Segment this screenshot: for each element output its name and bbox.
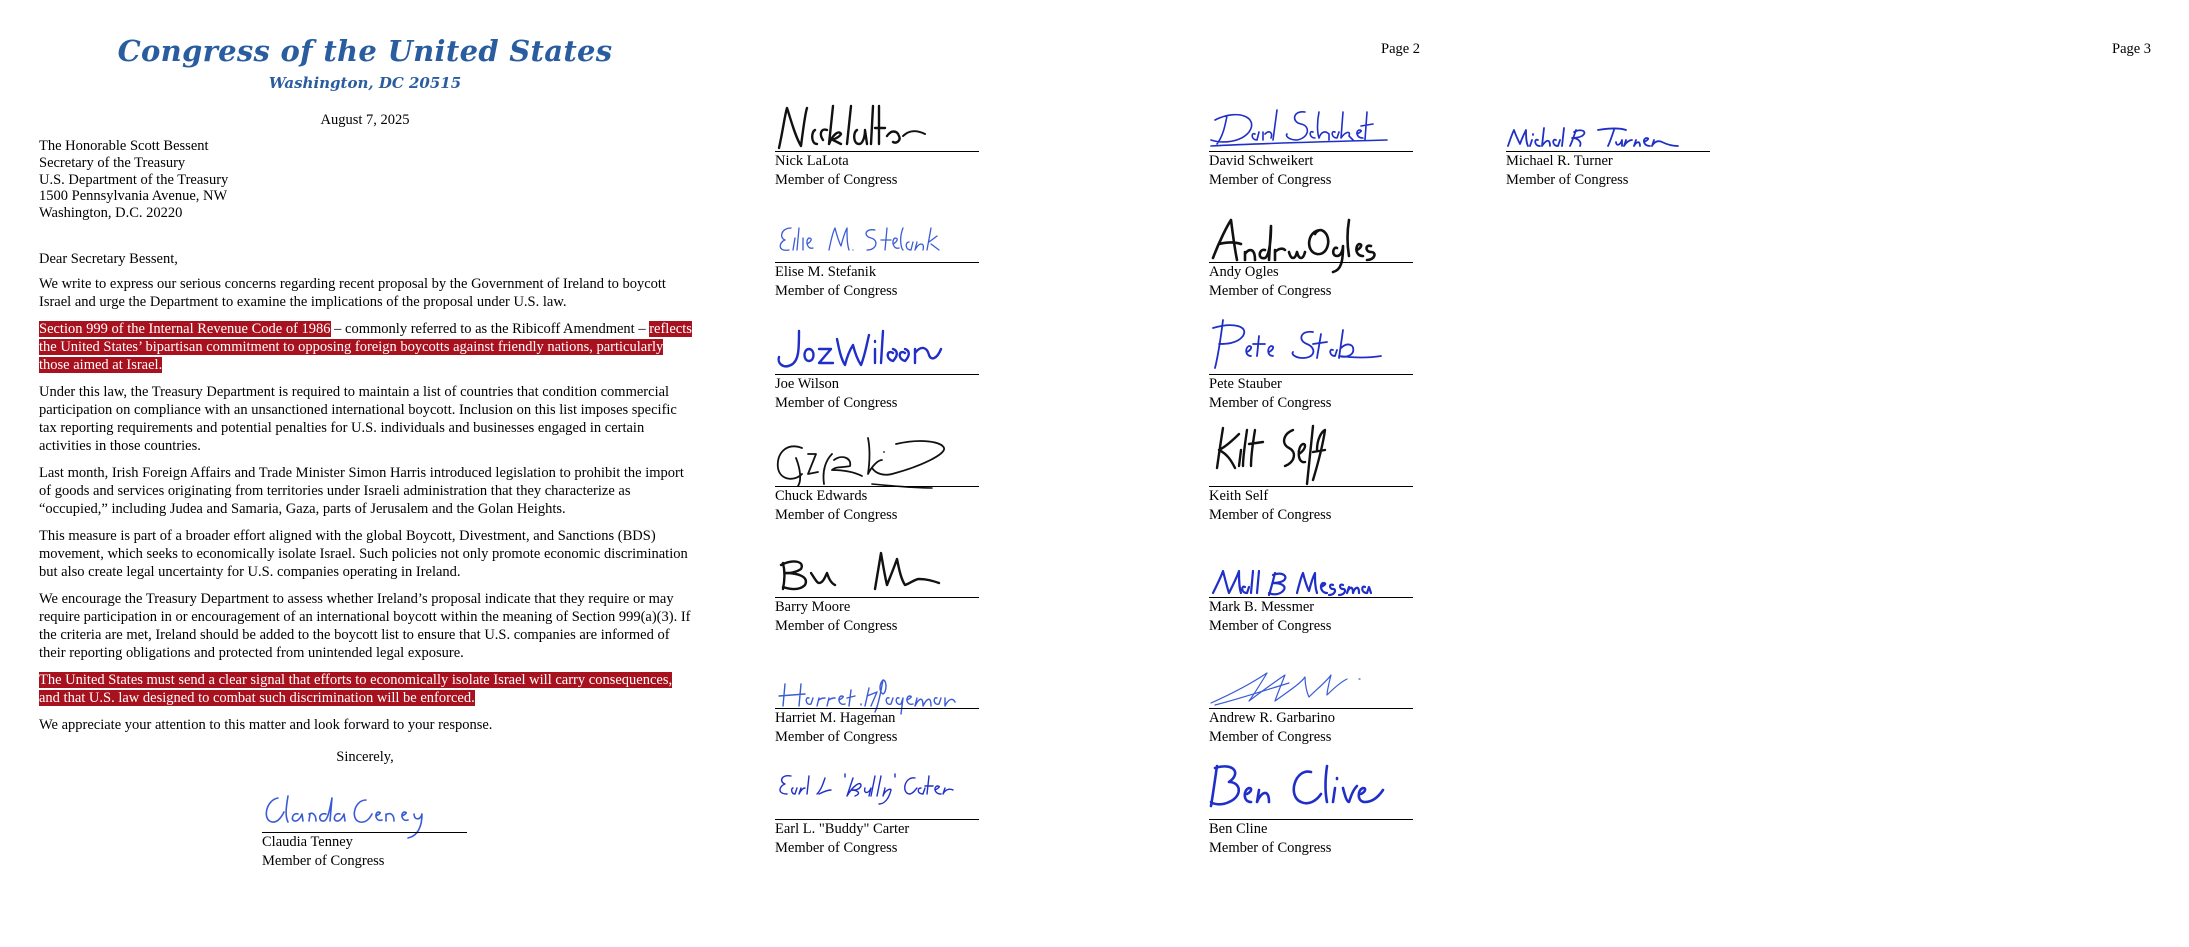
- signature-hageman: [775, 660, 955, 712]
- signature-garbarino: [1209, 665, 1389, 707]
- paragraph-2-text: – commonly referred to as the Ribicoff Amendment –: [330, 321, 650, 337]
- signer-title: Member of Congress: [775, 283, 898, 299]
- signer-title: Member of Congress: [775, 172, 898, 188]
- signer-title: Member of Congress: [775, 729, 898, 745]
- signer-name: Michael R. Turner: [1506, 153, 1613, 169]
- signer-name: Andrew R. Garbarino: [1209, 710, 1336, 726]
- signature-wilson: [775, 325, 955, 375]
- signature-turner: [1506, 122, 1686, 154]
- signature-stefanik: [775, 220, 955, 260]
- signer-title: Member of Congress: [1209, 507, 1332, 523]
- signer-title: Member of Congress: [775, 507, 898, 523]
- paragraph-1: We write to express our serious concerns regarding recent proposal by the Government of Ireland to boycott Israel and urge the Department to examine the implications of the proposal under U.S. law.: [39, 276, 666, 310]
- paragraph-8: We appreciate your attention to this matter and look forward to your response.: [39, 717, 493, 733]
- recipient-line: 1500 Pennsylvania Avenue, NW: [39, 188, 228, 205]
- signer-name: David Schweikert: [1209, 153, 1314, 169]
- paragraph-6: We encourage the Treasury Department to assess whether Ireland’s proposal indicate that they require or may require participation in or encouragement of an international boycott within the meaning of Section 999(a)(3). If the criteria are met, Ireland should be added to the boycott list to ensure that U.S. companies are informed of their reporting obligations and protected from unintended legal exposure.: [39, 591, 691, 661]
- signer-title: Member of Congress: [1209, 729, 1332, 745]
- signer-name: Keith Self: [1209, 488, 1269, 504]
- signer-title: Member of Congress: [1209, 172, 1332, 188]
- highlighted-text: Section 999 of the Internal Revenue Code of 1986: [39, 321, 331, 337]
- signer-name: Mark B. Messmer: [1209, 599, 1315, 615]
- paragraph-3: Under this law, the Treasury Department is required to maintain a list of countries that condition commercial participation on compliance with an unsanctioned international boycott. Inclusion on this list imposes specific tax reporting requirements and potential penalties for U.S. individuals and businesses engaged in certain activities in those countries.: [39, 384, 677, 454]
- page-2-label: Page 2: [1381, 41, 1421, 57]
- signer-name: Barry Moore: [775, 599, 851, 615]
- page-3-label: Page 3: [2112, 41, 2152, 57]
- recipient-line: U.S. Department of the Treasury: [39, 171, 229, 188]
- paragraph-5: This measure is part of a broader effort aligned with the global Boycott, Divestment, and Sanctions (BDS) movement, which seeks to economically isolate Israel. Such policies not only promote economic discrimination but also create legal uncertainty for U.S. companies operating in Ireland.: [39, 528, 688, 580]
- letterhead-subtitle: Washington, DC 20515: [268, 74, 462, 92]
- letter-date: August 7, 2025: [320, 112, 410, 128]
- highlighted-text: The United States must send a clear signal that efforts to economically isolate Israel will carry consequences, and that U.S. law designed to combat such discrimination will be enforced.: [39, 672, 673, 706]
- letter-body: [39, 250, 694, 743]
- signature-cline: [1207, 760, 1387, 814]
- signer-name: Claudia Tenney: [262, 834, 353, 850]
- signature-lalota: [775, 100, 955, 152]
- signer-title: Member of Congress: [1209, 283, 1332, 299]
- signer-title: Member of Congress: [775, 395, 898, 411]
- signer-title: Member of Congress: [775, 618, 898, 634]
- signer-name: Harriet M. Hageman: [775, 710, 896, 726]
- signature-schweikert: [1209, 104, 1389, 150]
- signer-title: Member of Congress: [1209, 840, 1332, 856]
- signer-title: Member of Congress: [1506, 172, 1629, 188]
- signer-title: Member of Congress: [775, 840, 898, 856]
- signer-name: Andy Ogles: [1209, 264, 1279, 280]
- signer-name: Nick LaLota: [775, 153, 849, 169]
- signer-name: Elise M. Stefanik: [775, 264, 877, 280]
- signer-name: Ben Cline: [1209, 821, 1268, 837]
- letterhead-title: Congress of the United States: [117, 34, 613, 68]
- highlighted-text: reflects the United States’ bipartisan commitment to opposing foreign boycotts against friendly nations, particularly those aimed at Israel.: [39, 321, 692, 373]
- recipient-line: The Honorable Scott Bessent: [39, 138, 209, 154]
- paragraph-2: [39, 320, 694, 374]
- signer-name: Earl L. "Buddy" Carter: [775, 821, 910, 837]
- signature-stauber: [1209, 316, 1389, 372]
- recipient-address: [39, 138, 228, 222]
- recipient-line: Washington, D.C. 20220: [39, 205, 183, 222]
- signer-name: Joe Wilson: [775, 376, 839, 392]
- signer-name: Chuck Edwards: [775, 488, 868, 504]
- signature-messmer: [1209, 565, 1389, 599]
- salutation: Dear Secretary Bessent,: [39, 251, 178, 267]
- signature-moore: [775, 545, 955, 597]
- paragraph-4: Last month, Irish Foreign Affairs and Trade Minister Simon Harris introduced legislation to prohibit the import of goods and services originating from territories under Israeli administration that they characterize as “occupied,” including Judea and Samaria, Gaza, parts of Jerusalem and the Golan Heights.: [39, 465, 684, 517]
- recipient-line: Secretary of the Treasury: [39, 154, 186, 171]
- paragraph-7: [39, 671, 694, 707]
- signer-title: Member of Congress: [1209, 618, 1332, 634]
- signer-title: Member of Congress: [262, 853, 385, 869]
- signer-name: Pete Stauber: [1209, 376, 1282, 392]
- signature-carter: [775, 768, 955, 806]
- closing: Sincerely,: [336, 749, 394, 765]
- signer-title: Member of Congress: [1209, 395, 1332, 411]
